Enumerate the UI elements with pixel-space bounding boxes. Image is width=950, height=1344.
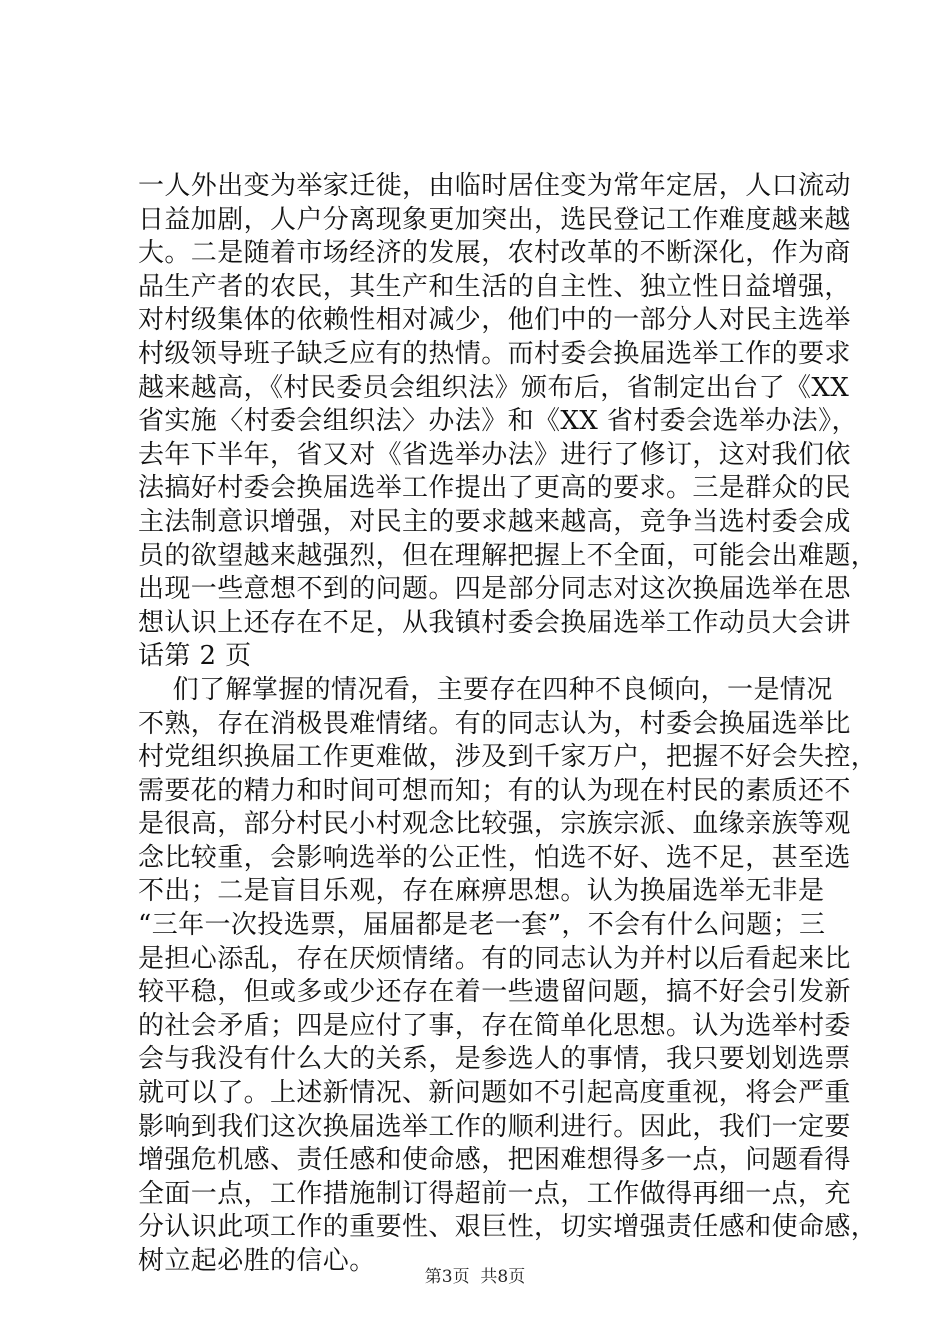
text-line: 念比较重，会影响选举的公正性，怕选不好、选不足，甚至选 [138, 842, 851, 873]
text-line: 不熟，存在消极畏难情绪。有的同志认为，村委会换届选举比 [138, 708, 851, 739]
text-line: 全面一点，工作措施制订得超前一点，工作做得再细一点，充 [138, 1178, 851, 1209]
text-line: 树立起必胜的信心。 [138, 1246, 376, 1276]
text-line: 村党组织换届工作更难做，涉及到千家万户，把握不好会失控， [138, 742, 878, 773]
text-line: 的社会矛盾；四是应付了事，存在简单化思想。认为选举村委 [138, 1010, 851, 1041]
page-indicator: 第3页 共8页 [424, 1267, 526, 1287]
text-line: 对村级集体的依赖性相对减少，他们中的一部分人对民主选举 [138, 305, 851, 336]
text-line: 法搞好村委会换届选举工作提出了更高的要求。三是群众的民 [138, 473, 851, 504]
text-line: 就可以了。上述新情况、新问题如不引起高度重视，将会严重 [138, 1078, 851, 1109]
text-line: 员的欲望越来越强烈，但在理解把握上不全面，可能会出难题， [138, 540, 878, 571]
text-line: 较平稳，但或多或少还存在着一些遗留问题，搞不好会引发新 [138, 977, 851, 1008]
document-body [138, 170, 878, 1279]
text-line: 品生产者的农民，其生产和生活的自主性、独立性日益增强， [138, 271, 851, 302]
text-line: 村级领导班子缺乏应有的热情。而村委会换届选举工作的要求 [138, 338, 851, 369]
text-line: 话第 2 页 [138, 641, 252, 672]
text-line: 省实施〈村委会组织法〉办法》和《XX 省村委会选举办法》， [138, 406, 858, 437]
text-line: 越来越高，《村民委员会组织法》颁布后，省制定出台了《XX [138, 372, 850, 403]
text-line: 分认识此项工作的重要性、艰巨性，切实增强责任感和使命感， [138, 1212, 878, 1243]
text-line: 是担心添乱，存在厌烦情绪。有的同志认为并村以后看起来比 [138, 943, 851, 974]
text-line: 需要花的精力和时间可想而知；有的认为现在村民的素质还不 [138, 775, 851, 806]
text-line: “三年一次投选票，届届都是老一套”，不会有什么问题；三 [138, 910, 826, 941]
text-line: 增强危机感、责任感和使命感，把困难想得多一点，问题看得 [138, 1145, 851, 1176]
text-line: 是很高，部分村民小村观念比较强，宗族宗派、血缘亲族等观 [138, 809, 851, 840]
text-line: 影响到我们这次换届选举工作的顺利进行。因此，我们一定要 [138, 1111, 851, 1142]
text-line: 大。二是随着市场经济的发展，农村改革的不断深化，作为商 [138, 238, 851, 269]
text-line: 出现一些意想不到的问题。四是部分同志对这次换届选举在思 [138, 574, 851, 605]
text-line: 会与我没有什么大的关系，是参选人的事情，我只要划划选票 [138, 1044, 851, 1075]
text-line: 们了解掌握的情况看，主要存在四种不良倾向，一是情况 [138, 674, 833, 705]
text-line: 不出；二是盲目乐观，存在麻痹思想。认为换届选举无非是 [138, 876, 825, 907]
page-number-footer [0, 1262, 950, 1287]
text-line: 去年下半年，省又对《省选举办法》进行了修订，这对我们依 [138, 439, 851, 470]
text-line: 主法制意识增强，对民主的要求越来越高，竞争当选村委会成 [138, 506, 851, 537]
text-line: 想认识上还存在不足，从我镇村委会换届选举工作动员大会讲 [138, 607, 851, 638]
text-line: 一人外出变为举家迁徙，由临时居住变为常年定居，人口流动 [138, 171, 851, 201]
text-line: 日益加剧，人户分离现象更加突出，选民登记工作难度越来越 [138, 204, 851, 235]
